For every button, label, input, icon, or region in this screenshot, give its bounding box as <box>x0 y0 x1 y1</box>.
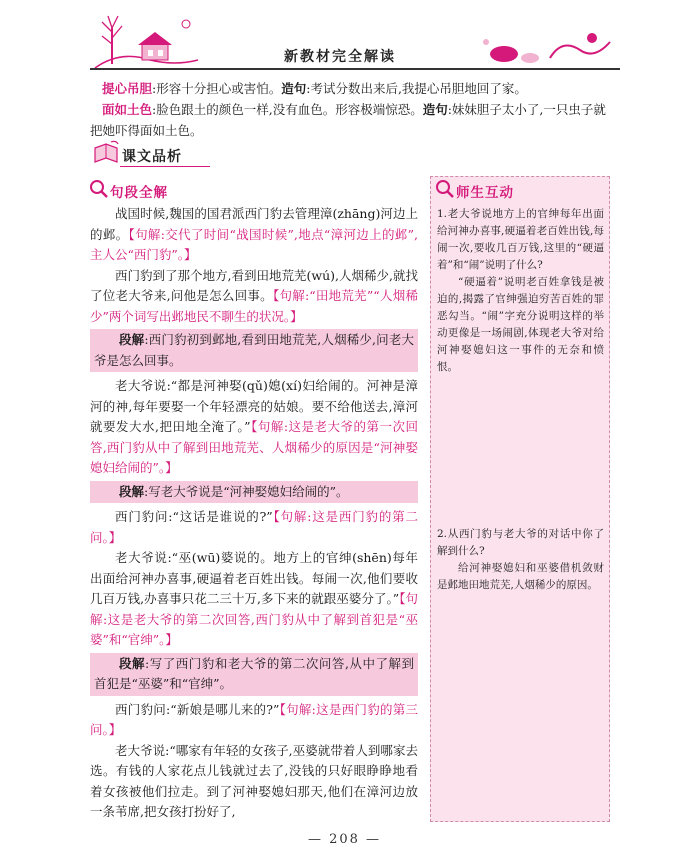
passage-text: 老大爷说:“巫(wū)婆说的。地方上的官绅(shēn)每年出面给河神办喜事,硬逼着老百姓出钱。每闹一次,他们要收几百万钱,办喜事只花二三十万,多下来的就跟巫婆分了。” <box>90 550 418 606</box>
header-rule <box>90 68 620 70</box>
passage-text: 老大爷说:“哪家有年轻的女孩子,巫婆就带着人到哪家去选。有钱的人家花点儿钱就过去了,没钱的只好眼睁睁地看着女孩被他们拉走。到了河神娶媳妇那天,他们在漳河边放一条苇席,把女孩打扮好了, <box>90 742 418 819</box>
question: 2.从西门豹与老大爷的对话中你了解到什么? <box>437 528 604 557</box>
sentence-note: 【句解:这是西门豹的第三问。】 <box>90 701 418 737</box>
summary-label: 段解 <box>119 332 145 347</box>
vocab-definition: :脸色跟土的颜色一样,没有血色。形容极端惊恐。 <box>152 102 423 117</box>
paragraph-summary <box>90 653 418 696</box>
page-number: — 208 — <box>307 832 382 847</box>
passage-analysis <box>90 204 418 823</box>
right-column-header <box>434 178 604 200</box>
sentence-note: 【句解:这是老大爷的第二次回答,西门豹从中了解到首犯是“巫婆”和“官绅”。】 <box>90 591 418 647</box>
passage-paragraph <box>90 204 418 266</box>
paragraph-summary <box>90 329 418 372</box>
passage-paragraph <box>90 548 418 651</box>
house-tree-decoration-icon <box>90 10 200 70</box>
answer: 给河神娶媳妇和巫婆借机敛财是邺地田地荒芜,人烟稀少的原因。 <box>437 562 604 591</box>
example-label: 造句 <box>422 102 448 117</box>
passage-text: 老大爷说:“都是河神娶(qǔ)媳(xí)妇给闹的。河神是漳河的神,每年要娶一个年轻漂亮的姑娘。要不给他送去,漳河就要发大水,把田地全淹了。” <box>90 378 418 434</box>
section-title: 课文品析 <box>122 149 182 165</box>
vocab-term: 面如土色 <box>102 102 153 117</box>
passage-paragraph <box>90 376 418 479</box>
vocab-entry <box>90 78 618 99</box>
example-label: 造句 <box>281 81 307 96</box>
passage-paragraph <box>90 741 418 823</box>
summary-text: :西门豹初到邺地,看到田地荒芜,人烟稀少,问老大爷是怎么回事。 <box>94 332 414 368</box>
vocab-definition: :形容十分担心或害怕。 <box>152 81 282 96</box>
sentence-note: 【句解:交代了时间“战国时候”,地点“漳河边上的邺”,主人公“西门豹”。】 <box>90 226 418 262</box>
sentence-note: 【句解:这是老大爷的第一次回答,西门豹从中了解到田地荒芜、人烟稀少的原因是“河神娶媳妇给闹的”。】 <box>90 419 418 475</box>
page-header <box>90 10 620 70</box>
example-sentence: :考试分数出来后,我提心吊胆地回了家。 <box>306 81 527 96</box>
summary-text: :写老大爷说是“河神娶媳妇给闹的”。 <box>144 483 349 499</box>
section-header <box>92 140 292 168</box>
magnifier-icon <box>434 178 456 200</box>
qa-list <box>437 206 604 594</box>
summary-label: 段解 <box>119 655 146 671</box>
spacer <box>437 376 604 526</box>
vocab-entry <box>90 99 618 141</box>
sentence-note: 【句解:“田地荒芜”“人烟稀少”两个词写出邺地民不聊生的状况。】 <box>90 288 418 324</box>
passage-text: 西门豹问:“这话是谁说的?” <box>115 509 273 524</box>
left-column-title: 句段全解 <box>110 185 168 201</box>
right-column-title: 师生互动 <box>456 185 514 201</box>
example-sentence: :妹妹胆子太小了,一只虫子就把她吓得面如土色。 <box>90 102 606 138</box>
passage-paragraph <box>90 266 418 328</box>
passage-text: 西门豹到了那个地方,看到田地荒芜(wú),人烟稀少,就找了位老大爷来,问他是怎么回事。 <box>90 267 418 303</box>
left-column-header <box>88 178 288 200</box>
passage-text: 战国时候,魏国的国君派西门豹去管理漳(zhāng)河边上的邺。 <box>90 206 418 242</box>
swirl-decoration-icon <box>470 28 620 68</box>
summary-label: 段解 <box>119 483 145 499</box>
magnifier-icon <box>88 178 110 200</box>
sentence-note: 【句解:这是西门豹的第二问。】 <box>90 509 418 545</box>
book-icon <box>92 140 120 166</box>
passage-text: 西门豹问:“新娘是哪儿来的?” <box>115 701 280 717</box>
header-title: 新教材完全解读 <box>284 49 396 65</box>
vocabulary-block <box>90 78 618 141</box>
passage-paragraph <box>90 700 418 741</box>
answer: “硬逼着”说明老百姓拿钱是被迫的,揭露了官绅强迫穷苦百姓的罪恶勾当。“闹”字充分说明这样的举动更像是一场闹剧,体现老大爷对给河神娶媳妇这一事件的无奈和愤恨。 <box>437 276 604 373</box>
question: 1.老大爷说地方上的官绅每年出面给河神办喜事,硬逼着老百姓出钱,每闹一次,要收几百万钱,这里的“硬逼着”和“闹”说明了什么? <box>437 208 604 271</box>
paragraph-summary <box>90 481 418 504</box>
passage-paragraph <box>90 507 418 548</box>
vocab-term: 提心吊胆 <box>102 81 153 96</box>
section-underline <box>120 166 210 167</box>
summary-text: :写了西门豹和老大爷的第二次问答,从中了解到首犯是“巫婆”和“官绅”。 <box>94 655 414 691</box>
